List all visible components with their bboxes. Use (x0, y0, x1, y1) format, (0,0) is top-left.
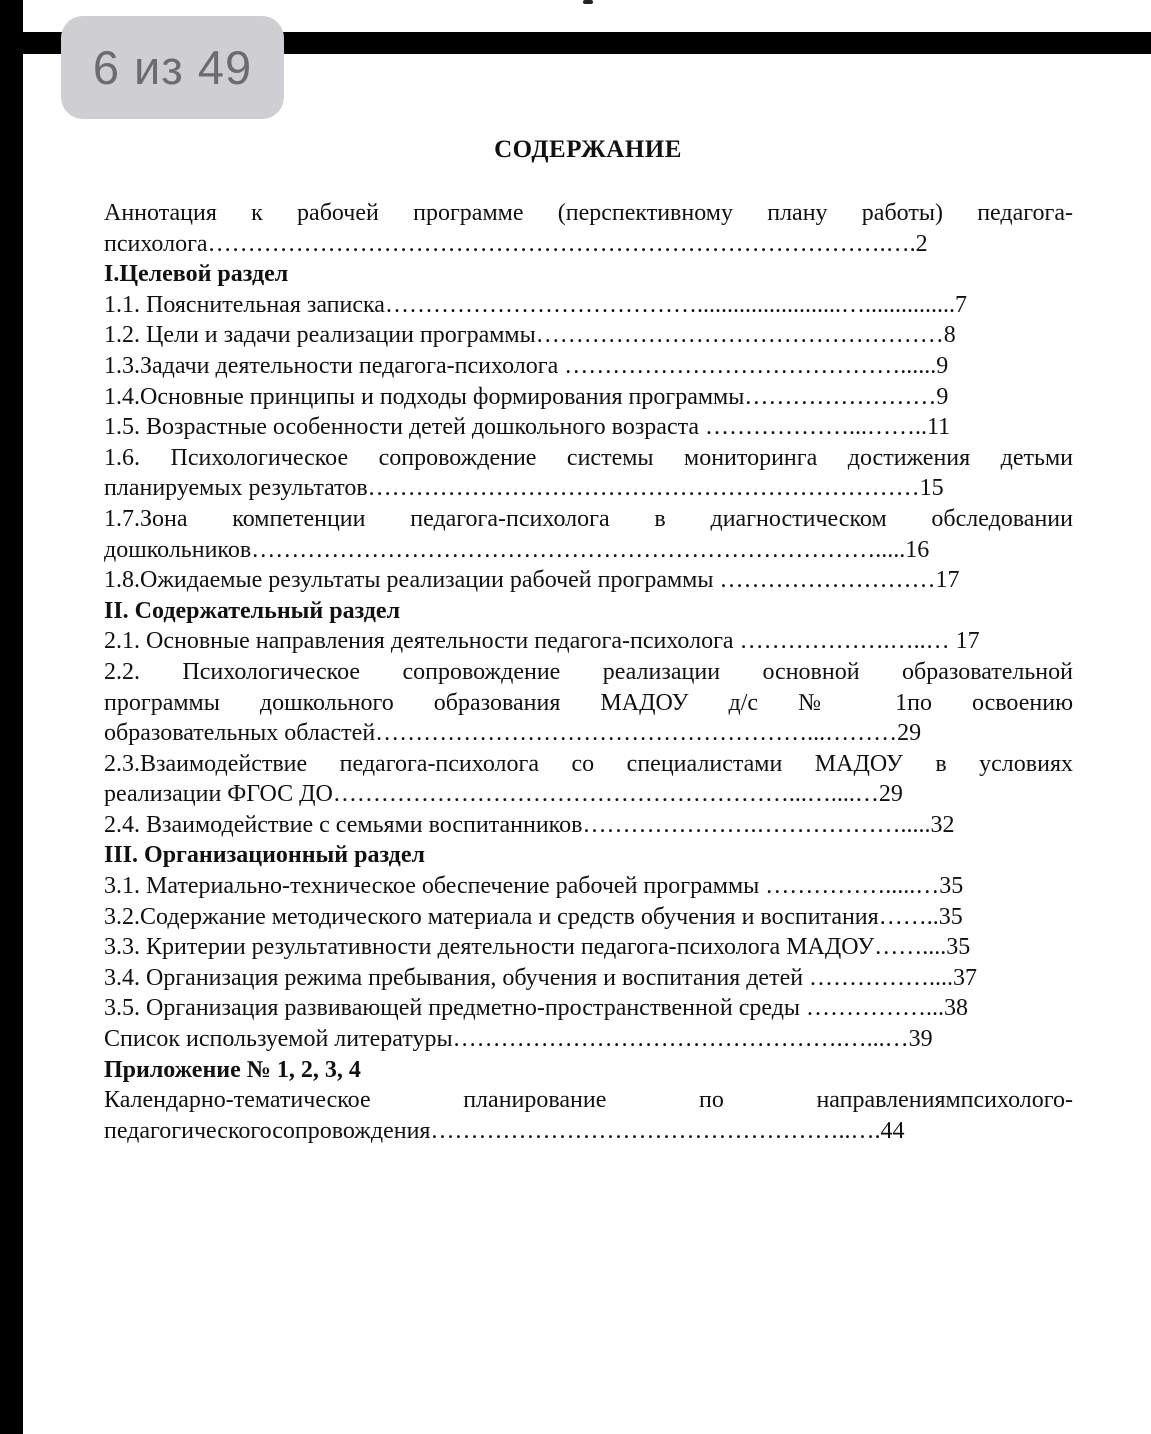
toc-entry-line: 3.1. Материально-техническое обеспечение рабочей программы …………….....…35 (104, 873, 964, 900)
toc-entry-line: 2.4. Взаимодействие с семьями воспитанников………………….……………….....32 (104, 811, 955, 838)
toc-entry-line: планируемых результатов……………………………………………………………15 (104, 475, 944, 502)
toc-entry-line: 1.7.Зона компетенции педагога-психолога в диагностическом обследовании (104, 505, 1073, 532)
toc-entry-line: 2.3.Взаимодействие педагога-психолога со специалистами МАДОУ в условиях (104, 750, 1073, 777)
toc-entry-line: программы дошкольного образования МАДОУ д/с № 1по освоению (104, 689, 1073, 716)
table-of-contents (104, 198, 1073, 1146)
toc-entry-line: 3.5. Организация развивающей предметно-пространственной среды ……………...38 (104, 995, 969, 1022)
toc-entry-line: Аннотация к рабочей программе (перспективному плану работы) педагога- (104, 200, 1073, 226)
toc-entry-line: 1.2. Цели и задачи реализации программы……………………………………………8 (104, 322, 956, 349)
toc-title: СОДЕРЖАНИЕ (494, 136, 682, 163)
toc-section-heading: II. Содержательный раздел (104, 597, 401, 624)
toc-entry-line: 2.1. Основные направления деятельности педагога-психолога ……………….…..… 17 (104, 628, 980, 655)
toc-section-heading: III. Организационный раздел (104, 842, 425, 869)
toc-entry-line: Календарно-тематическое планирование по направлениямпсихолого- (104, 1087, 1073, 1114)
page-counter-label: 6 из 49 (92, 41, 253, 94)
viewer-top-handle (583, 0, 593, 4)
toc-entry-line: 3.2.Содержание методического материала и средств обучения и воспитания……..35 (104, 903, 963, 930)
toc-entry-line: 1.1. Пояснительная записка…………………………………........................…...............7 (104, 291, 967, 318)
toc-entry-line: 2.2. Психологическое сопровождение реализации основной образовательной (104, 658, 1073, 685)
toc-entry-line: 1.4.Основные принципы и подходы формирования программы……………………9 (104, 383, 949, 410)
toc-entry-line: образовательных областей………………………………………………...………29 (104, 720, 922, 747)
toc-section-heading: Приложение № 1, 2, 3, 4 (104, 1056, 361, 1083)
toc-entry-line: педагогическогосопровождения……………………………………………..….44 (104, 1117, 905, 1144)
toc-entry-line: дошкольников…………………………………………………………………….....16 (104, 536, 930, 563)
toc-entry-line: реализации ФГОС ДО…………………………………………………...…....…29 (104, 781, 903, 808)
toc-entry-line: психолога………………………………………………………………………….….2 (104, 230, 928, 257)
toc-entry-line: 3.3. Критерии результативности деятельности педагога-психолога МАДОУ……....35 (104, 934, 971, 961)
toc-entry-line: 1.8.Ожидаемые результаты реализации рабочей программы ………………………17 (104, 567, 960, 594)
page-left-border (0, 0, 23, 1434)
toc-entry-line: 3.4. Организация режима пребывания, обучения и воспитания детей ……………....37 (104, 964, 978, 991)
toc-entry-line: Список используемой литературы………………………………………….…...…39 (104, 1026, 933, 1053)
toc-section-heading: I.Целевой раздел (104, 261, 289, 288)
page-counter-badge (61, 16, 284, 119)
toc-entry-line: 1.6. Психологическое сопровождение системы мониторинга достижения детьми (104, 444, 1073, 471)
toc-entry-line: 1.5. Возрастные особенности детей дошкольного возраста ………………...……..11 (104, 414, 951, 441)
toc-entry-line: 1.3.Задачи деятельности педагога-психолога ……………………………………......9 (104, 352, 949, 379)
